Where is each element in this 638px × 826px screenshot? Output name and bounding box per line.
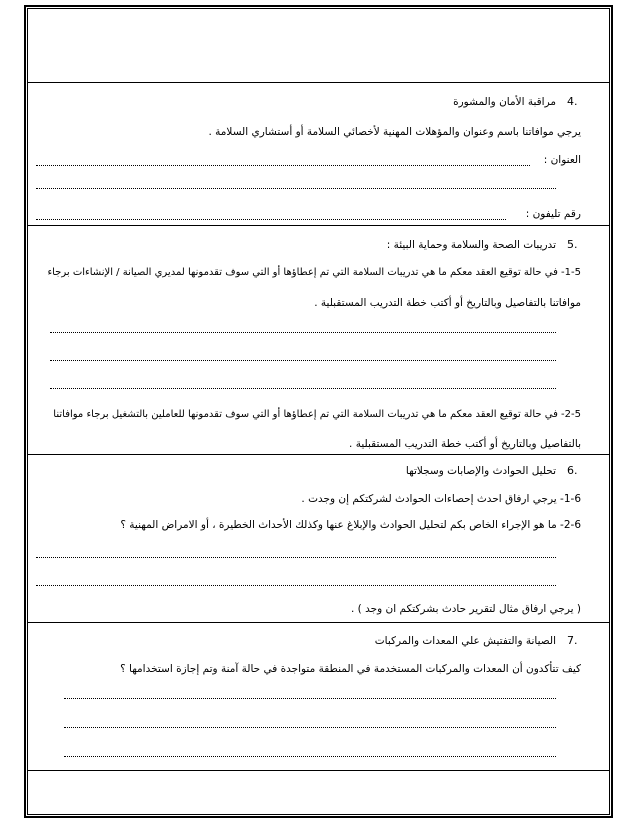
item-6-2: 2-6- ما هو الإجراء الخاص بكم لتحليل الحوادث والإبلاغ عنها وكذلك الأحداث الخطيرة ، أو الامراض المهنية ؟ xyxy=(120,519,581,531)
answer-line[interactable] xyxy=(36,585,556,586)
phone-label: رقم تليفون : xyxy=(525,208,581,220)
answer-line[interactable] xyxy=(50,388,556,389)
section-6-number: 6. xyxy=(567,464,578,477)
section-divider xyxy=(27,770,610,771)
item-5-1-line-2: موافاتنا بالتفاصيل وبالتاريخ أو أكتب خطة التدريب المستقبلية . xyxy=(314,297,581,309)
section-4-number: 4. xyxy=(567,95,578,108)
section-divider xyxy=(27,82,610,83)
phone-field[interactable] xyxy=(36,219,506,220)
section-divider xyxy=(27,622,610,623)
section-4-instruction: يرجي موافاتنا باسم وعنوان والمؤهلات المهنية لأخصائي السلامة أو أستشاري السلامة . xyxy=(208,126,581,138)
section-7-number: 7. xyxy=(567,634,578,647)
section-7-question: كيف تتأكدون أن المعدات والمركبات المستخدمة في المنطقة متواجدة في حالة آمنة وتم إجازة استخدامها ؟ xyxy=(120,663,581,675)
section-5-number: 5. xyxy=(567,238,578,251)
item-5-1-line-1: 1-5- في حالة توقيع العقد معكم ما هي تدريبات السلامة التي تم إعطاؤها أو التي سوف تقدمونها لمديري الصيانة / الإنشاءات برجاء xyxy=(47,267,581,278)
section-divider xyxy=(27,225,610,226)
answer-line[interactable] xyxy=(50,360,556,361)
address-label: العنوان : xyxy=(543,154,581,166)
section-4-title: مراقبة الأمان والمشورة xyxy=(453,96,556,108)
section-5-title: تدريبات الصحة والسلامة وحماية البيئة : xyxy=(386,239,556,251)
answer-line[interactable] xyxy=(50,332,556,333)
answer-line[interactable] xyxy=(64,756,556,757)
section-7-title: الصيانة والتفتيش علي المعدات والمركبات xyxy=(374,635,556,647)
item-5-2-line-1: 2-5- في حالة توقيع العقد معكم ما هي تدريبات السلامة التي تم إعطاؤها أو التي سوف تقدمونها للعاملين بالتشغيل برجاء موافاتنا xyxy=(53,409,581,420)
item-6-1: 1-6- يرجي ارفاق احدث إحصاءات الحوادث لشركتكم إن وجدت . xyxy=(301,493,581,505)
section-divider xyxy=(27,454,610,455)
address-field[interactable] xyxy=(36,165,530,166)
answer-line[interactable] xyxy=(36,557,556,558)
address-field-line-2[interactable] xyxy=(36,188,556,189)
answer-line[interactable] xyxy=(64,727,556,728)
section-6-title: تحليل الحوادث والإصابات وسجلاتها xyxy=(405,465,556,477)
answer-line[interactable] xyxy=(64,698,556,699)
item-6-note: ( يرجي ارفاق مثال لتقرير حادث بشركتكم ان وجد ) . xyxy=(350,603,581,615)
item-5-2-line-2: بالتفاصيل وبالتاريخ أو أكتب خطة التدريب المستقبلية . xyxy=(349,438,581,450)
